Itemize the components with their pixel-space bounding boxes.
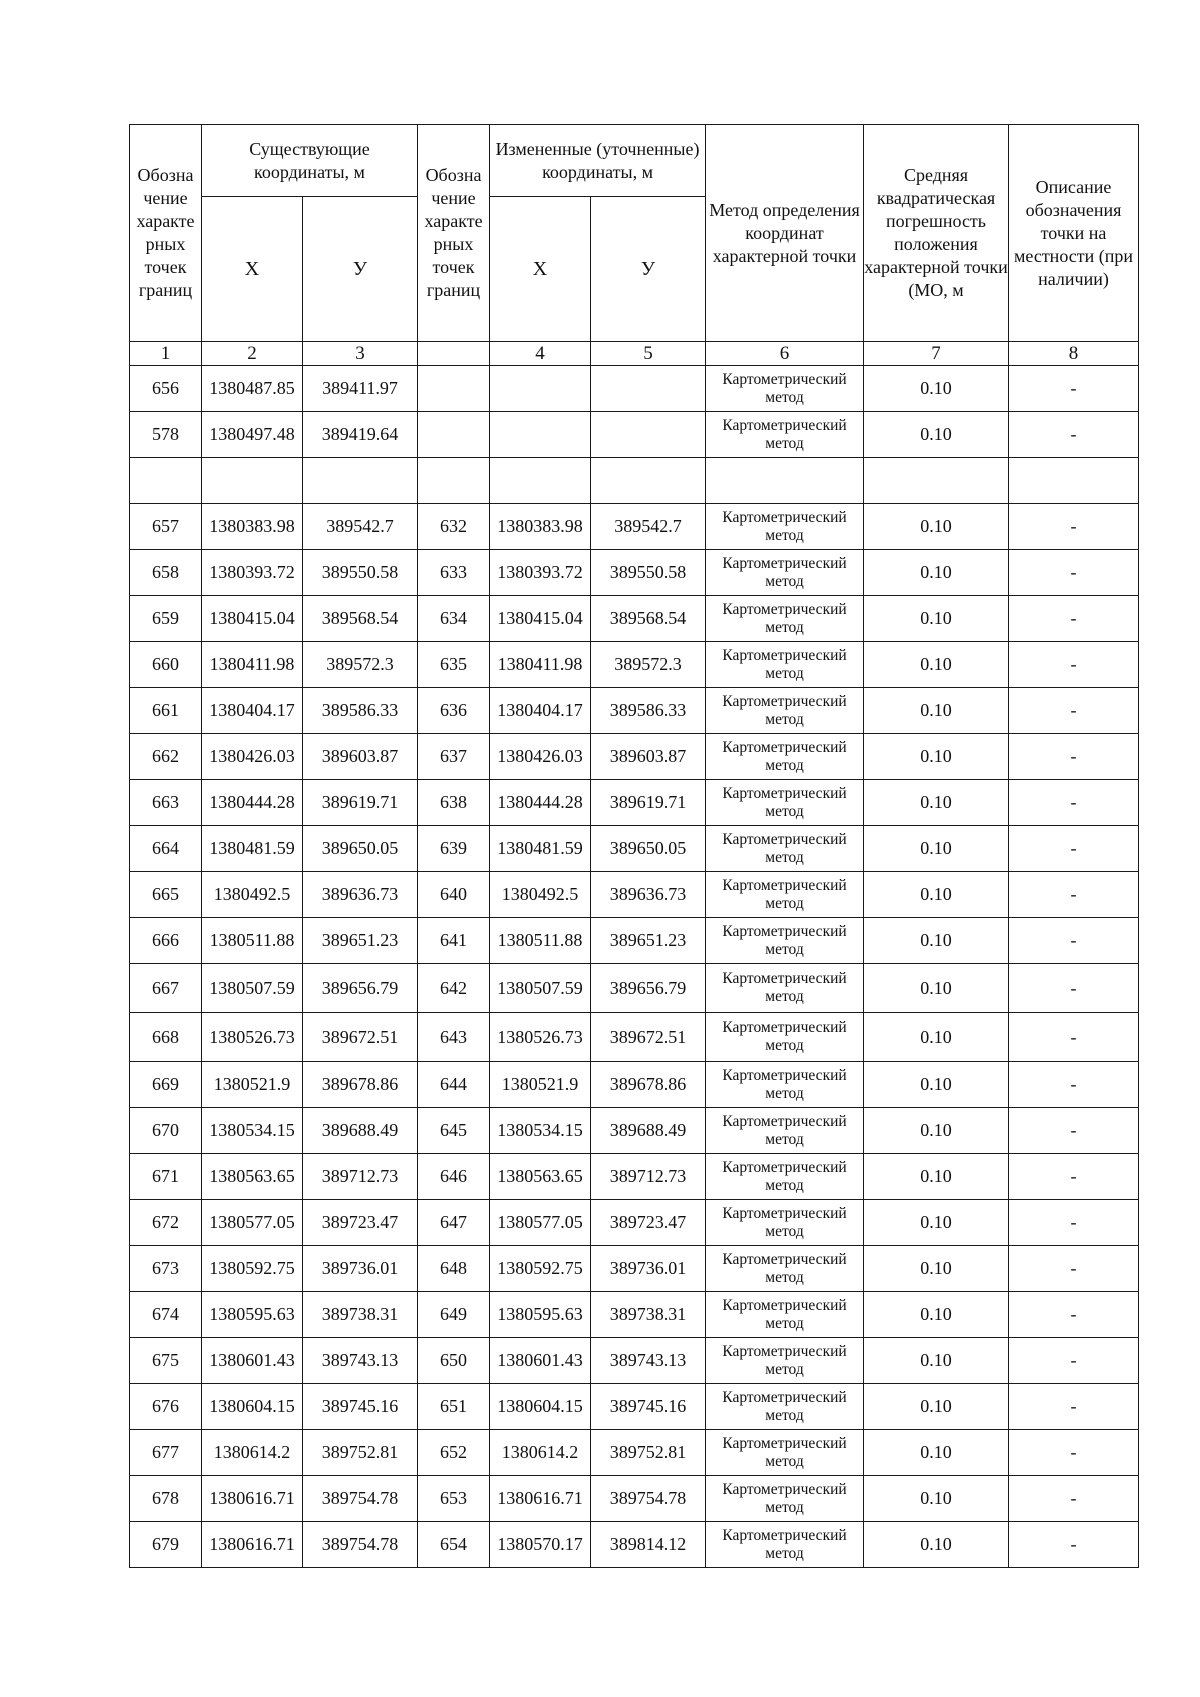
cell-changed-point-id: 650 — [418, 1338, 490, 1384]
cell-accuracy: 0.10 — [864, 826, 1009, 872]
cell-point-id: 663 — [130, 780, 202, 826]
cell-point-id: 664 — [130, 826, 202, 872]
column-number: 3 — [303, 342, 418, 366]
cell-changed-point-id: 648 — [418, 1246, 490, 1292]
cell-changed-y: 389636.73 — [591, 872, 706, 918]
header-changed-point-designation: Обозна чение характе рных точек границ — [418, 125, 490, 342]
cell-changed-point-id: 636 — [418, 688, 490, 734]
table-row — [130, 1476, 1139, 1522]
cell-accuracy: 0.10 — [864, 412, 1009, 458]
cell-description: - — [1009, 872, 1139, 918]
cell-point-id: 671 — [130, 1154, 202, 1200]
table-row — [130, 1200, 1139, 1246]
cell-changed-point-id: 653 — [418, 1476, 490, 1522]
table-row — [130, 734, 1139, 780]
header-changed-y: У — [591, 197, 706, 342]
table-row — [130, 1338, 1139, 1384]
cell-changed-y: 389688.49 — [591, 1108, 706, 1154]
cell-method: Картометрический метод — [706, 1154, 864, 1200]
cell-method: Картометрический метод — [706, 1476, 864, 1522]
cell-changed-x — [490, 366, 591, 412]
cell-existing-y: 389712.73 — [303, 1154, 418, 1200]
cell-accuracy: 0.10 — [864, 1430, 1009, 1476]
cell-changed-point-id: 642 — [418, 964, 490, 1013]
cell-changed-point-id: 647 — [418, 1200, 490, 1246]
cell-accuracy: 0.10 — [864, 780, 1009, 826]
cell-changed-y: 389754.78 — [591, 1476, 706, 1522]
cell-changed-x: 1380383.98 — [490, 504, 591, 550]
cell-method: Картометрический метод — [706, 1292, 864, 1338]
cell-changed-point-id: 639 — [418, 826, 490, 872]
cell-existing-x: 1380444.28 — [202, 780, 303, 826]
cell-existing-x: 1380563.65 — [202, 1154, 303, 1200]
cell-description: - — [1009, 550, 1139, 596]
cell-changed-y: 389736.01 — [591, 1246, 706, 1292]
column-number: 1 — [130, 342, 202, 366]
cell-method: Картометрический метод — [706, 918, 864, 964]
header-existing-coordinates: Существующие координаты, м — [202, 125, 418, 197]
cell-changed-point-id: 644 — [418, 1062, 490, 1108]
cell-changed-point-id: 651 — [418, 1384, 490, 1430]
cell-changed-x: 1380404.17 — [490, 688, 591, 734]
cell-description: - — [1009, 1013, 1139, 1062]
cell-description: - — [1009, 1338, 1139, 1384]
cell-changed-point-id: 643 — [418, 1013, 490, 1062]
table-row — [130, 1154, 1139, 1200]
header-changed-x: X — [490, 197, 591, 342]
cell-method: Картометрический метод — [706, 1246, 864, 1292]
cell-method: Картометрический метод — [706, 550, 864, 596]
cell-point-id: 660 — [130, 642, 202, 688]
cell-point-id: 679 — [130, 1522, 202, 1568]
cell-existing-x: 1380577.05 — [202, 1200, 303, 1246]
table-row — [130, 1292, 1139, 1338]
cell-description: - — [1009, 918, 1139, 964]
cell-description: - — [1009, 780, 1139, 826]
cell-point-id: 676 — [130, 1384, 202, 1430]
cell-changed-y: 389542.7 — [591, 504, 706, 550]
cell-existing-x: 1380616.71 — [202, 1522, 303, 1568]
cell-existing-x: 1380492.5 — [202, 872, 303, 918]
cell-accuracy: 0.10 — [864, 872, 1009, 918]
cell-method: Картометрический метод — [706, 366, 864, 412]
table-body — [130, 342, 1139, 1568]
cell-accuracy: 0.10 — [864, 1522, 1009, 1568]
cell-accuracy: 0.10 — [864, 504, 1009, 550]
cell-changed-x: 1380614.2 — [490, 1430, 591, 1476]
cell-existing-y: 389672.51 — [303, 1013, 418, 1062]
cell-changed-point-id: 640 — [418, 872, 490, 918]
cell-changed-point-id: 638 — [418, 780, 490, 826]
cell-changed-x: 1380481.59 — [490, 826, 591, 872]
cell-method: Картометрический метод — [706, 1430, 864, 1476]
cell-description: - — [1009, 1108, 1139, 1154]
cell-accuracy: 0.10 — [864, 1246, 1009, 1292]
cell-existing-x — [202, 458, 303, 504]
cell-changed-x — [490, 412, 591, 458]
header-existing-x: X — [202, 197, 303, 342]
cell-changed-point-id: 633 — [418, 550, 490, 596]
cell-changed-x: 1380507.59 — [490, 964, 591, 1013]
cell-existing-y: 389650.05 — [303, 826, 418, 872]
table-row — [130, 1246, 1139, 1292]
table-row — [130, 596, 1139, 642]
cell-changed-y: 389743.13 — [591, 1338, 706, 1384]
cell-changed-y: 389572.3 — [591, 642, 706, 688]
cell-description: - — [1009, 1522, 1139, 1568]
cell-description: - — [1009, 1062, 1139, 1108]
cell-existing-x: 1380415.04 — [202, 596, 303, 642]
cell-method: Картометрический метод — [706, 734, 864, 780]
cell-changed-x: 1380577.05 — [490, 1200, 591, 1246]
cell-point-id: 662 — [130, 734, 202, 780]
cell-existing-x: 1380511.88 — [202, 918, 303, 964]
cell-point-id: 678 — [130, 1476, 202, 1522]
cell-changed-y: 389745.16 — [591, 1384, 706, 1430]
cell-point-id: 657 — [130, 504, 202, 550]
cell-changed-y: 389678.86 — [591, 1062, 706, 1108]
table-row — [130, 780, 1139, 826]
cell-changed-x: 1380415.04 — [490, 596, 591, 642]
cell-method: Картометрический метод — [706, 780, 864, 826]
column-number: 4 — [490, 342, 591, 366]
cell-changed-point-id — [418, 458, 490, 504]
cell-changed-y: 389814.12 — [591, 1522, 706, 1568]
cell-changed-x: 1380595.63 — [490, 1292, 591, 1338]
cell-accuracy: 0.10 — [864, 550, 1009, 596]
cell-existing-y: 389419.64 — [303, 412, 418, 458]
cell-point-id: 667 — [130, 964, 202, 1013]
cell-changed-y: 389712.73 — [591, 1154, 706, 1200]
cell-changed-x: 1380563.65 — [490, 1154, 591, 1200]
cell-method: Картометрический метод — [706, 412, 864, 458]
cell-accuracy: 0.10 — [864, 366, 1009, 412]
table-row — [130, 1430, 1139, 1476]
cell-existing-y: 389656.79 — [303, 964, 418, 1013]
cell-changed-x: 1380534.15 — [490, 1108, 591, 1154]
cell-changed-x: 1380411.98 — [490, 642, 591, 688]
cell-changed-x: 1380604.15 — [490, 1384, 591, 1430]
cell-existing-y: 389550.58 — [303, 550, 418, 596]
cell-changed-x: 1380492.5 — [490, 872, 591, 918]
cell-changed-x: 1380426.03 — [490, 734, 591, 780]
cell-method: Картометрический метод — [706, 688, 864, 734]
cell-changed-y: 389603.87 — [591, 734, 706, 780]
header-method: Метод определения координат характерной точки — [706, 125, 864, 342]
table-row — [130, 412, 1139, 458]
column-number: 5 — [591, 342, 706, 366]
cell-existing-x: 1380601.43 — [202, 1338, 303, 1384]
cell-changed-point-id: 654 — [418, 1522, 490, 1568]
cell-point-id: 674 — [130, 1292, 202, 1338]
cell-method — [706, 458, 864, 504]
header-description: Описание обозначения точки на местности (при наличии) — [1009, 125, 1139, 342]
cell-accuracy: 0.10 — [864, 1338, 1009, 1384]
cell-existing-y: 389651.23 — [303, 918, 418, 964]
cell-method: Картометрический метод — [706, 1522, 864, 1568]
cell-existing-x: 1380521.9 — [202, 1062, 303, 1108]
cell-changed-y: 389723.47 — [591, 1200, 706, 1246]
cell-description: - — [1009, 964, 1139, 1013]
cell-existing-y: 389736.01 — [303, 1246, 418, 1292]
cell-existing-y: 389636.73 — [303, 872, 418, 918]
cell-changed-point-id — [418, 366, 490, 412]
cell-changed-y: 389738.31 — [591, 1292, 706, 1338]
cell-changed-x: 1380393.72 — [490, 550, 591, 596]
cell-existing-x: 1380595.63 — [202, 1292, 303, 1338]
cell-changed-y — [591, 458, 706, 504]
cell-description: - — [1009, 1476, 1139, 1522]
cell-point-id: 656 — [130, 366, 202, 412]
cell-changed-x: 1380521.9 — [490, 1062, 591, 1108]
header-existing-y: У — [303, 197, 418, 342]
cell-existing-y: 389586.33 — [303, 688, 418, 734]
cell-description: - — [1009, 688, 1139, 734]
cell-description: - — [1009, 642, 1139, 688]
table-row — [130, 1522, 1139, 1568]
cell-existing-y: 389745.16 — [303, 1384, 418, 1430]
column-number: 8 — [1009, 342, 1139, 366]
cell-description: - — [1009, 734, 1139, 780]
cell-accuracy: 0.10 — [864, 964, 1009, 1013]
cell-method: Картометрический метод — [706, 596, 864, 642]
cell-accuracy: 0.10 — [864, 688, 1009, 734]
table-row — [130, 826, 1139, 872]
cell-changed-x: 1380616.71 — [490, 1476, 591, 1522]
cell-accuracy: 0.10 — [864, 642, 1009, 688]
cell-existing-y — [303, 458, 418, 504]
cell-changed-y: 389586.33 — [591, 688, 706, 734]
header-point-designation: Обозна чение характе рных точек границ — [130, 125, 202, 342]
cell-description: - — [1009, 826, 1139, 872]
cell-changed-point-id: 632 — [418, 504, 490, 550]
table-row — [130, 918, 1139, 964]
cell-existing-y: 389678.86 — [303, 1062, 418, 1108]
cell-existing-y: 389568.54 — [303, 596, 418, 642]
cell-point-id: 677 — [130, 1430, 202, 1476]
table-row — [130, 1062, 1139, 1108]
cell-existing-x: 1380383.98 — [202, 504, 303, 550]
cell-point-id: 659 — [130, 596, 202, 642]
cell-accuracy: 0.10 — [864, 1062, 1009, 1108]
cell-accuracy: 0.10 — [864, 1200, 1009, 1246]
cell-point-id: 670 — [130, 1108, 202, 1154]
cell-method: Картометрический метод — [706, 1062, 864, 1108]
table-row — [130, 1108, 1139, 1154]
cell-changed-point-id: 635 — [418, 642, 490, 688]
cell-existing-y: 389754.78 — [303, 1522, 418, 1568]
cell-method: Картометрический метод — [706, 826, 864, 872]
cell-description: - — [1009, 1430, 1139, 1476]
cell-changed-x: 1380526.73 — [490, 1013, 591, 1062]
cell-changed-point-id: 634 — [418, 596, 490, 642]
column-number: 2 — [202, 342, 303, 366]
cell-point-id: 668 — [130, 1013, 202, 1062]
cell-method: Картометрический метод — [706, 642, 864, 688]
cell-existing-x: 1380534.15 — [202, 1108, 303, 1154]
cell-existing-x: 1380404.17 — [202, 688, 303, 734]
cell-accuracy — [864, 458, 1009, 504]
cell-changed-x: 1380444.28 — [490, 780, 591, 826]
cell-description: - — [1009, 412, 1139, 458]
cell-existing-x: 1380592.75 — [202, 1246, 303, 1292]
cell-accuracy: 0.10 — [864, 1013, 1009, 1062]
cell-changed-point-id: 646 — [418, 1154, 490, 1200]
cell-existing-x: 1380411.98 — [202, 642, 303, 688]
cell-accuracy: 0.10 — [864, 734, 1009, 780]
cell-point-id — [130, 458, 202, 504]
table-row — [130, 964, 1139, 1013]
cell-existing-y: 389743.13 — [303, 1338, 418, 1384]
cell-existing-x: 1380507.59 — [202, 964, 303, 1013]
cell-existing-x: 1380526.73 — [202, 1013, 303, 1062]
cell-changed-point-id: 645 — [418, 1108, 490, 1154]
cell-method: Картометрический метод — [706, 1013, 864, 1062]
table-row — [130, 504, 1139, 550]
cell-existing-y: 389688.49 — [303, 1108, 418, 1154]
cell-existing-x: 1380614.2 — [202, 1430, 303, 1476]
cell-existing-y: 389572.3 — [303, 642, 418, 688]
cell-description — [1009, 458, 1139, 504]
cell-existing-x: 1380426.03 — [202, 734, 303, 780]
header-changed-coordinates: Измененные (уточненные) координаты, м — [490, 125, 706, 197]
cell-existing-y: 389619.71 — [303, 780, 418, 826]
cell-description: - — [1009, 504, 1139, 550]
cell-changed-y: 389651.23 — [591, 918, 706, 964]
table-row — [130, 1384, 1139, 1430]
cell-changed-y: 389672.51 — [591, 1013, 706, 1062]
cell-description: - — [1009, 1384, 1139, 1430]
header-accuracy: Средняя квадратическая погрешность положения характерной точки (МО, м — [864, 125, 1009, 342]
cell-method: Картометрический метод — [706, 1108, 864, 1154]
column-number: 6 — [706, 342, 864, 366]
cell-changed-y — [591, 412, 706, 458]
cell-changed-point-id — [418, 412, 490, 458]
cell-point-id: 658 — [130, 550, 202, 596]
table-row — [130, 872, 1139, 918]
cell-method: Картометрический метод — [706, 872, 864, 918]
cell-accuracy: 0.10 — [864, 1384, 1009, 1430]
column-number-row — [130, 342, 1139, 366]
cell-changed-y: 389650.05 — [591, 826, 706, 872]
cell-method: Картометрический метод — [706, 1338, 864, 1384]
cell-accuracy: 0.10 — [864, 1292, 1009, 1338]
cell-existing-x: 1380481.59 — [202, 826, 303, 872]
cell-point-id: 669 — [130, 1062, 202, 1108]
cell-point-id: 666 — [130, 918, 202, 964]
cell-changed-point-id: 641 — [418, 918, 490, 964]
cell-existing-x: 1380616.71 — [202, 1476, 303, 1522]
cell-existing-y: 389411.97 — [303, 366, 418, 412]
cell-changed-x: 1380592.75 — [490, 1246, 591, 1292]
cell-changed-point-id: 652 — [418, 1430, 490, 1476]
cell-accuracy: 0.10 — [864, 1476, 1009, 1522]
cell-accuracy: 0.10 — [864, 1154, 1009, 1200]
cell-changed-y — [591, 366, 706, 412]
cell-existing-y: 389723.47 — [303, 1200, 418, 1246]
cell-existing-y: 389542.7 — [303, 504, 418, 550]
cell-accuracy: 0.10 — [864, 918, 1009, 964]
cell-point-id: 578 — [130, 412, 202, 458]
cell-point-id: 665 — [130, 872, 202, 918]
coordinates-table — [129, 124, 1139, 1568]
cell-description: - — [1009, 1200, 1139, 1246]
cell-changed-y: 389550.58 — [591, 550, 706, 596]
cell-changed-y: 389656.79 — [591, 964, 706, 1013]
cell-description: - — [1009, 1154, 1139, 1200]
cell-existing-x: 1380604.15 — [202, 1384, 303, 1430]
cell-point-id: 672 — [130, 1200, 202, 1246]
cell-changed-x: 1380601.43 — [490, 1338, 591, 1384]
table-row-empty — [130, 458, 1139, 504]
cell-accuracy: 0.10 — [864, 596, 1009, 642]
cell-accuracy: 0.10 — [864, 1108, 1009, 1154]
cell-description: - — [1009, 596, 1139, 642]
table-row — [130, 366, 1139, 412]
cell-method: Картометрический метод — [706, 1384, 864, 1430]
table-row — [130, 642, 1139, 688]
table-row — [130, 550, 1139, 596]
cell-changed-y: 389619.71 — [591, 780, 706, 826]
cell-changed-point-id: 637 — [418, 734, 490, 780]
cell-existing-y: 389603.87 — [303, 734, 418, 780]
cell-point-id: 675 — [130, 1338, 202, 1384]
table-row — [130, 688, 1139, 734]
column-number: 7 — [864, 342, 1009, 366]
cell-existing-x: 1380497.48 — [202, 412, 303, 458]
header-row-top — [130, 125, 1139, 197]
column-number — [418, 342, 490, 366]
cell-description: - — [1009, 366, 1139, 412]
cell-method: Картометрический метод — [706, 504, 864, 550]
cell-existing-y: 389752.81 — [303, 1430, 418, 1476]
cell-point-id: 673 — [130, 1246, 202, 1292]
cell-existing-y: 389754.78 — [303, 1476, 418, 1522]
cell-existing-x: 1380487.85 — [202, 366, 303, 412]
cell-existing-x: 1380393.72 — [202, 550, 303, 596]
cell-point-id: 661 — [130, 688, 202, 734]
cell-description: - — [1009, 1292, 1139, 1338]
cell-changed-x: 1380570.17 — [490, 1522, 591, 1568]
cell-description: - — [1009, 1246, 1139, 1292]
cell-method: Картометрический метод — [706, 1200, 864, 1246]
cell-existing-y: 389738.31 — [303, 1292, 418, 1338]
cell-changed-y: 389752.81 — [591, 1430, 706, 1476]
cell-changed-x: 1380511.88 — [490, 918, 591, 964]
cell-changed-point-id: 649 — [418, 1292, 490, 1338]
cell-method: Картометрический метод — [706, 964, 864, 1013]
table-row — [130, 1013, 1139, 1062]
cell-changed-y: 389568.54 — [591, 596, 706, 642]
cell-changed-x — [490, 458, 591, 504]
